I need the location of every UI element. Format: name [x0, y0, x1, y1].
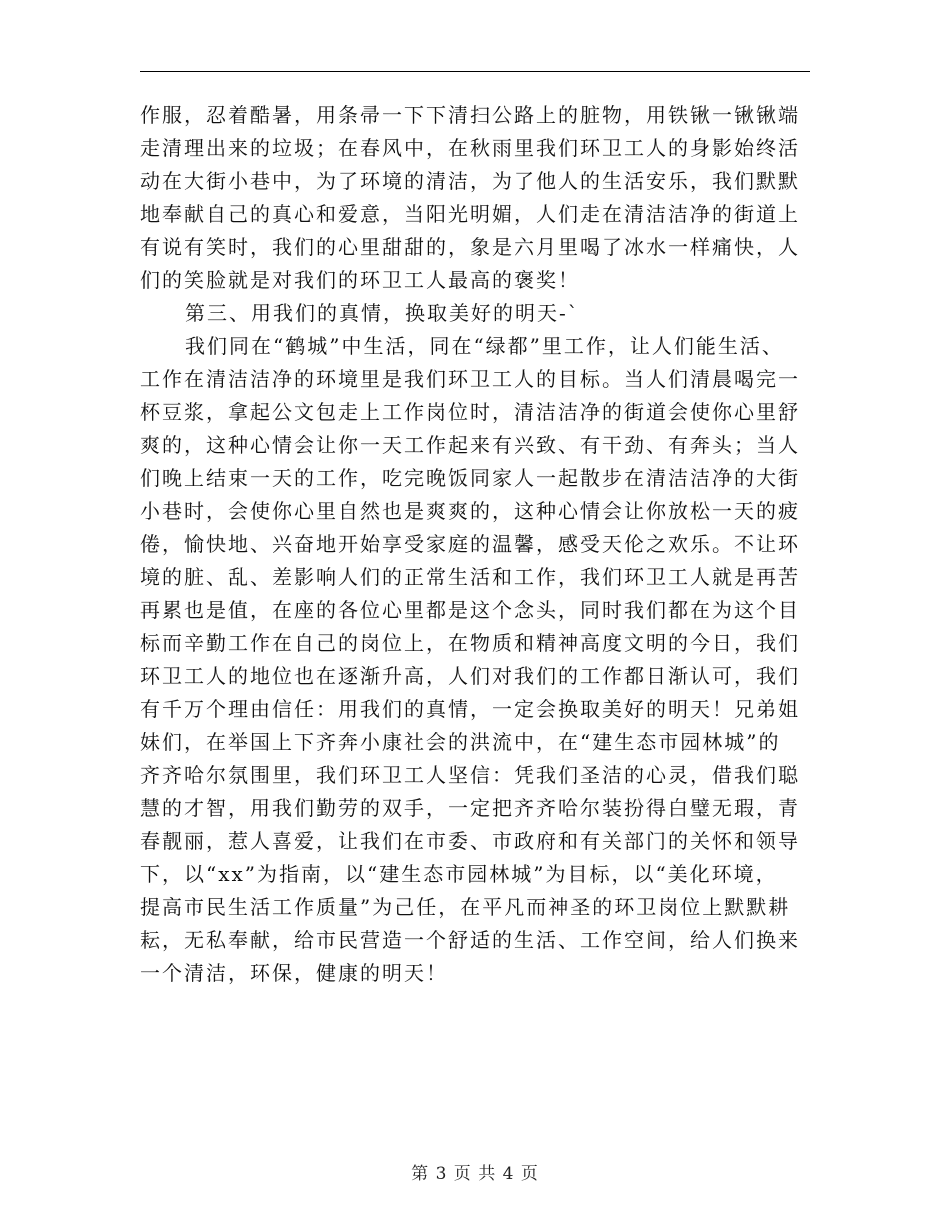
text-line: 标而辛勤工作在自己的岗位上，在物质和精神高度文明的今日，我们 — [140, 631, 800, 655]
text-line: 有千万个理由信任：用我们的真情，一定会换取美好的明天！兄弟姐 — [140, 697, 800, 721]
text-line: 再累也是值，在座的各位心里都是这个念头，同时我们都在为这个目 — [140, 598, 800, 622]
text-line: 提高市民生活工作质量”为己任，在平凡而神圣的环卫岗位上默默耕 — [140, 895, 791, 919]
header-rule — [140, 71, 810, 72]
text-line: 倦，愉快地、兴奋地开始享受家庭的温馨，感受天伦之欢乐。不让环 — [140, 532, 800, 556]
text-line: 春靓丽，惹人喜爱，让我们在市委、市政府和有关部门的关怀和领导 — [140, 829, 800, 853]
text-line: 地奉献自己的真心和爱意，当阳光明媚，人们走在清洁洁净的街道上 — [140, 202, 800, 226]
text-line: 耘，无私奉献，给市民营造一个舒适的生活、工作空间，给人们换来 — [140, 928, 800, 952]
text-line: 境的脏、乱、差影响人们的正常生活和工作，我们环卫工人就是再苦 — [140, 565, 800, 589]
text-line: 齐齐哈尔氛围里，我们环卫工人坚信：凭我们圣洁的心灵，借我们聪 — [140, 763, 800, 787]
text-line: 慧的才智，用我们勤劳的双手，一定把齐齐哈尔装扮得白璧无瑕，青 — [140, 796, 800, 820]
text-line: 动在大街小巷中，为了环境的清洁，为了他人的生活安乐，我们默默 — [140, 169, 800, 193]
document-body — [140, 99, 820, 990]
text-line: 妹们，在举国上下齐奔小康社会的洪流中，在“建生态市园林城”的 — [140, 730, 781, 754]
text-line: 环卫工人的地位也在逐渐升高，人们对我们的工作都日渐认可，我们 — [140, 664, 800, 688]
section-heading: 第三、用我们的真情，换取美好的明天-` — [185, 301, 580, 325]
text-line: 小巷时，会使你心里自然也是爽爽的，这种心情会让你放松一天的疲 — [140, 499, 800, 523]
text-line: 作服，忍着酷暑，用条帚一下下清扫公路上的脏物，用铁锹一锹锹端 — [140, 103, 800, 127]
page-number: 第 3 页 共 4 页 — [411, 1164, 539, 1184]
text-line: 走清理出来的垃圾；在春风中，在秋雨里我们环卫工人的身影始终活 — [140, 136, 800, 160]
text-line: 爽的，这种心情会让你一天工作起来有兴致、有干劲、有奔头；当人 — [140, 433, 800, 457]
text-line: 下，以“xx”为指南，以“建生态市园林城”为目标，以“美化环境， — [140, 862, 778, 886]
text-line: 杯豆浆，拿起公文包走上工作岗位时，清洁洁净的街道会使你心里舒 — [140, 400, 800, 424]
text-line: 有说有笑时，我们的心里甜甜的，象是六月里喝了冰水一样痛快，人 — [140, 235, 800, 259]
text-line: 一个清洁，环保，健康的明天！ — [140, 961, 448, 985]
text-line: 工作在清洁洁净的环境里是我们环卫工人的目标。当人们清晨喝完一 — [140, 367, 800, 391]
text-line: 们晚上结束一天的工作，吃完晚饭同家人一起散步在清洁洁净的大街 — [140, 466, 800, 490]
text-line: 们的笑脸就是对我们的环卫工人最高的褒奖！ — [140, 268, 580, 292]
text-line: 我们同在“鹤城”中生活，同在“绿都”里工作，让人们能生活、 — [185, 334, 784, 358]
